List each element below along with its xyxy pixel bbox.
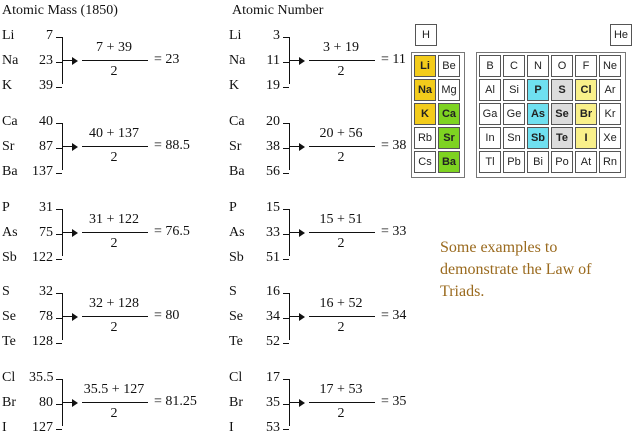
fraction-denominator: 2	[110, 320, 118, 335]
element-cell-bi: Bi	[527, 151, 549, 173]
element-cell-cs: Cs	[414, 151, 436, 173]
element-symbol: I	[2, 420, 7, 435]
atomic-mass-value: 31	[39, 200, 53, 215]
mass-triad	[2, 28, 202, 94]
element-cell-h: H	[415, 24, 437, 46]
element-symbol: Ba	[2, 164, 18, 179]
bracket-tick	[283, 259, 289, 260]
element-symbol: Na	[229, 53, 246, 68]
bracket-tick	[283, 173, 289, 174]
element-cell-o: O	[551, 55, 573, 77]
number-triad	[229, 28, 429, 94]
element-cell-xe: Xe	[599, 127, 621, 149]
number-triad	[229, 200, 429, 266]
atomic-mass-value: 7	[46, 28, 53, 43]
element-symbol: Te	[229, 334, 243, 349]
fraction-numerator: 35.5 + 127	[83, 382, 145, 397]
average-result: = 35	[381, 394, 407, 409]
bracket-tick	[56, 87, 62, 88]
law-of-triads-caption: Some examples to demonstrate the Law of Triads.	[440, 239, 592, 300]
element-symbol: Se	[2, 309, 16, 324]
atomic-number-value: 53	[266, 420, 280, 435]
arrow-head-icon	[299, 143, 305, 151]
element-cell-ga: Ga	[479, 103, 501, 125]
fraction-numerator: 15 + 51	[319, 212, 363, 227]
element-symbol: Cl	[2, 370, 16, 385]
atomic-mass-value: 127	[32, 420, 53, 435]
element-cell-cl: Cl	[575, 79, 597, 101]
element-cell-s: S	[551, 79, 573, 101]
arrow-head-icon	[72, 399, 78, 407]
mass-triad	[2, 284, 202, 350]
fraction-numerator: 31 + 122	[89, 212, 139, 227]
arrow-head-icon	[299, 313, 305, 321]
fraction-numerator: 40 + 137	[89, 126, 139, 141]
atomic-number-value: 38	[266, 139, 280, 154]
atomic-number-value: 15	[266, 200, 280, 215]
fraction-bar	[82, 146, 148, 147]
element-symbol: Se	[229, 309, 243, 324]
average-result: = 80	[154, 308, 180, 323]
atomic-number-value: 33	[266, 225, 280, 240]
element-symbol: Ca	[2, 114, 18, 129]
fraction-bar	[82, 60, 148, 61]
element-symbol: As	[229, 225, 245, 240]
atomic-mass-value: 35.5	[29, 370, 54, 385]
element-symbol: Sr	[2, 139, 15, 154]
arrow-head-icon	[72, 57, 78, 65]
element-cell-p: P	[527, 79, 549, 101]
element-cell-k: K	[414, 103, 436, 125]
element-cell-li: Li	[414, 55, 436, 77]
atomic-mass-value: 80	[39, 395, 53, 410]
element-cell-as: As	[527, 103, 549, 125]
fraction-denominator: 2	[110, 406, 118, 421]
element-cell-po: Po	[551, 151, 573, 173]
element-cell-sb: Sb	[527, 127, 549, 149]
atomic-mass-value: 122	[32, 250, 53, 265]
atomic-number-value: 17	[266, 370, 280, 385]
average-result: = 88.5	[154, 138, 190, 153]
element-symbol: Li	[2, 28, 15, 43]
bracket-tick	[56, 173, 62, 174]
element-symbol: Sr	[229, 139, 242, 154]
element-cell-be: Be	[438, 55, 460, 77]
element-symbol: Ba	[229, 164, 245, 179]
fraction-denominator: 2	[110, 64, 118, 79]
element-cell-rb: Rb	[414, 127, 436, 149]
average-result: = 81.25	[154, 394, 197, 409]
atomic-number-value: 56	[266, 164, 280, 179]
atomic-mass-value: 137	[32, 164, 53, 179]
arrow-head-icon	[72, 313, 78, 321]
atomic-mass-value: 40	[39, 114, 53, 129]
element-symbol: Li	[229, 28, 242, 43]
element-cell-na: Na	[414, 79, 436, 101]
atomic-number-value: 19	[266, 78, 280, 93]
element-symbol: Ca	[229, 114, 245, 129]
number-triad	[229, 284, 429, 350]
fraction-numerator: 17 + 53	[319, 382, 363, 397]
element-cell-b: B	[479, 55, 501, 77]
arrow-head-icon	[299, 399, 305, 407]
arrow-head-icon	[299, 229, 305, 237]
fraction-denominator: 2	[110, 150, 118, 165]
element-cell-al: Al	[479, 79, 501, 101]
element-cell-te: Te	[551, 127, 573, 149]
element-symbol: S	[2, 284, 10, 299]
fraction-numerator: 3 + 19	[323, 40, 359, 55]
element-symbol: Te	[2, 334, 16, 349]
mass-triad	[2, 114, 202, 180]
element-cell-he: He	[610, 24, 632, 46]
element-cell-ca: Ca	[438, 103, 460, 125]
bracket-tick	[283, 429, 289, 430]
element-cell-ar: Ar	[599, 79, 621, 101]
atomic-number-value: 35	[266, 395, 280, 410]
element-symbol: Sb	[2, 250, 17, 265]
bracket-tick	[283, 343, 289, 344]
atomic-number-value: 3	[273, 28, 280, 43]
element-symbol: Cl	[229, 370, 243, 385]
atomic-mass-value: 32	[39, 284, 53, 299]
fraction-bar	[309, 60, 375, 61]
mass-triad	[2, 370, 202, 436]
element-symbol: S	[229, 284, 237, 299]
element-cell-ne: Ne	[599, 55, 621, 77]
arrow-head-icon	[72, 143, 78, 151]
atomic-number-value: 34	[266, 309, 280, 324]
element-symbol: P	[2, 200, 10, 215]
bracket-tick	[56, 343, 62, 344]
bracket-tick	[283, 87, 289, 88]
bracket-tick	[56, 429, 62, 430]
atomic-number-value: 52	[266, 334, 280, 349]
element-symbol: K	[2, 78, 13, 93]
average-result: = 23	[154, 52, 180, 67]
fraction-bar	[309, 232, 375, 233]
fraction-bar	[309, 146, 375, 147]
element-symbol: Br	[2, 395, 16, 410]
fraction-denominator: 2	[337, 64, 345, 79]
fraction-numerator: 7 + 39	[96, 40, 132, 55]
element-cell-i: I	[575, 127, 597, 149]
fraction-bar	[309, 402, 375, 403]
number-triad	[229, 370, 429, 436]
atomic-mass-value: 23	[39, 53, 53, 68]
fraction-bar	[309, 316, 375, 317]
element-cell-tl: Tl	[479, 151, 501, 173]
atomic-number-value: 16	[266, 284, 280, 299]
atomic-mass-value: 128	[32, 334, 53, 349]
fraction-denominator: 2	[337, 320, 345, 335]
atomic-number-value: 20	[266, 114, 280, 129]
element-symbol: As	[2, 225, 18, 240]
element-symbol: Br	[229, 395, 243, 410]
mass-triad	[2, 200, 202, 266]
element-cell-ba: Ba	[438, 151, 460, 173]
element-cell-se: Se	[551, 103, 573, 125]
element-symbol: Sb	[229, 250, 244, 265]
element-cell-ge: Ge	[503, 103, 525, 125]
arrow-head-icon	[72, 229, 78, 237]
bracket-tick	[56, 259, 62, 260]
fraction-denominator: 2	[337, 150, 345, 165]
average-result: = 76.5	[154, 224, 190, 239]
element-symbol: I	[229, 420, 234, 435]
element-cell-sr: Sr	[438, 127, 460, 149]
fraction-denominator: 2	[337, 406, 345, 421]
fraction-numerator: 32 + 128	[89, 296, 139, 311]
element-cell-kr: Kr	[599, 103, 621, 125]
atomic-number-value: 11	[266, 53, 280, 68]
fraction-bar	[82, 232, 148, 233]
element-cell-pb: Pb	[503, 151, 525, 173]
element-symbol: P	[229, 200, 237, 215]
element-cell-rn: Rn	[599, 151, 621, 173]
element-cell-mg: Mg	[438, 79, 460, 101]
element-cell-at: At	[575, 151, 597, 173]
fraction-numerator: 20 + 56	[319, 126, 363, 141]
average-result: = 33	[381, 224, 407, 239]
average-result: = 34	[381, 308, 407, 323]
average-result: = 11	[381, 52, 406, 67]
average-result: = 38	[381, 138, 407, 153]
element-cell-sn: Sn	[503, 127, 525, 149]
element-cell-in: In	[479, 127, 501, 149]
fraction-denominator: 2	[110, 236, 118, 251]
fraction-numerator: 16 + 52	[319, 296, 363, 311]
element-cell-si: Si	[503, 79, 525, 101]
fraction-bar	[82, 402, 148, 403]
element-symbol: Na	[2, 53, 19, 68]
element-cell-f: F	[575, 55, 597, 77]
element-symbol: K	[229, 78, 240, 93]
atomic-mass-value: 39	[39, 78, 53, 93]
atomic-mass-value: 75	[39, 225, 53, 240]
number-triad	[229, 114, 429, 180]
atomic-mass-value: 87	[39, 139, 53, 154]
element-cell-n: N	[527, 55, 549, 77]
fraction-bar	[82, 316, 148, 317]
atomic-mass-header: Atomic Mass (1850)	[2, 3, 118, 18]
atomic-number-value: 51	[266, 250, 280, 265]
atomic-number-header: Atomic Number	[232, 3, 324, 18]
element-cell-c: C	[503, 55, 525, 77]
element-cell-br: Br	[575, 103, 597, 125]
fraction-denominator: 2	[337, 236, 345, 251]
atomic-mass-value: 78	[39, 309, 53, 324]
arrow-head-icon	[299, 57, 305, 65]
